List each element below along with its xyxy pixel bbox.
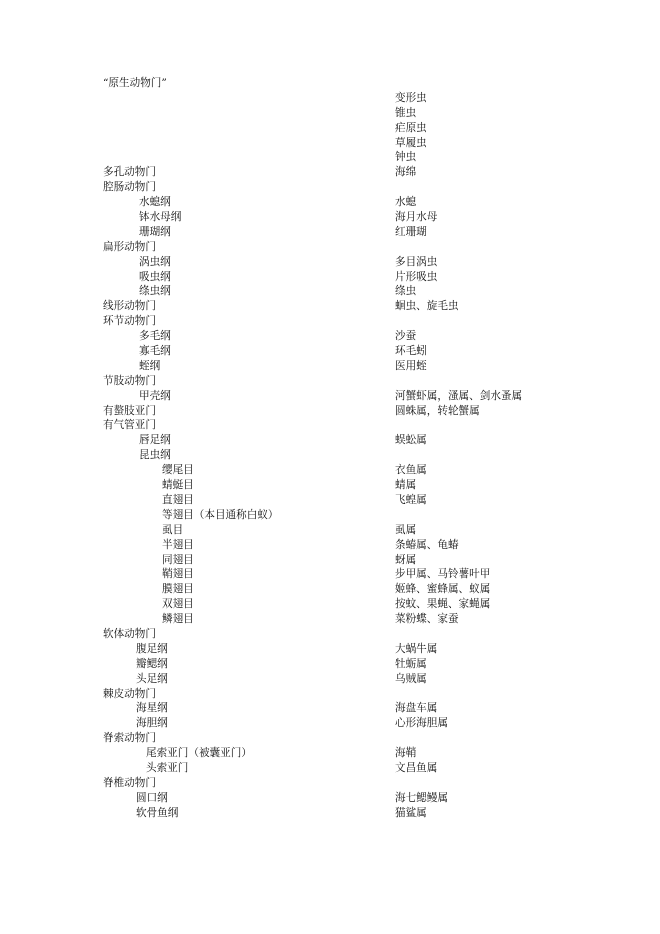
taxon-name: 瓣鳃纲	[136, 657, 168, 670]
taxonomy-row	[0, 374, 660, 389]
taxon-name: “原生动物门”	[103, 77, 167, 89]
taxon-name: 海胆纲	[136, 717, 168, 730]
taxonomy-row	[0, 523, 660, 538]
taxonomy-row	[0, 314, 660, 329]
taxonomy-row	[0, 478, 660, 493]
taxon-name: 涡虫纲	[139, 255, 171, 268]
taxonomy-row	[0, 433, 660, 448]
example-species: 水螅	[395, 196, 417, 209]
example-species: 牡蛎属	[395, 657, 427, 670]
taxonomy-row	[0, 687, 660, 702]
taxon-name: 半翅目	[162, 538, 194, 551]
taxonomy-row	[0, 359, 660, 374]
taxon-name: 海星纲	[136, 702, 168, 715]
taxon-name: 腔肠动物门	[103, 181, 156, 194]
example-species: 大蜗牛属	[395, 642, 438, 655]
example-species: 飞蝗属	[395, 493, 427, 506]
taxonomy-row	[0, 255, 660, 270]
taxonomy-row	[0, 567, 660, 582]
example-species: 衣鱼属	[395, 464, 427, 477]
example-species: 条蝽属、龟蝽	[395, 538, 459, 551]
taxonomy-row	[0, 165, 660, 180]
taxonomy-row	[0, 150, 660, 165]
taxonomy-row	[0, 657, 660, 672]
example-species: 蜈蚣属	[395, 434, 427, 447]
taxonomy-row	[0, 329, 660, 344]
taxonomy-row	[0, 299, 660, 314]
taxonomy-row	[0, 761, 660, 776]
taxonomy-row	[0, 672, 660, 687]
example-species: 猫鲨属	[395, 806, 427, 819]
taxonomy-row	[0, 448, 660, 463]
taxonomy-row	[0, 538, 660, 553]
taxon-name: 鞘翅目	[162, 568, 194, 581]
taxonomy-row	[0, 776, 660, 791]
taxon-name: 环节动物门	[103, 315, 156, 328]
taxonomy-row	[0, 553, 660, 568]
example-species: 乌贼属	[395, 672, 427, 685]
taxon-name: 棘皮动物门	[103, 687, 156, 700]
taxon-name: 绦虫纲	[139, 285, 171, 298]
taxonomy-row	[0, 344, 660, 359]
example-species: 蚜属	[395, 553, 417, 566]
example-species: 按蚊、果蝇、家蝇属	[395, 598, 491, 611]
example-species: 海鞘	[395, 747, 417, 760]
taxonomy-row	[0, 270, 660, 285]
example-species: 蜻属	[395, 479, 417, 492]
taxon-name: 等翅目（本目通称白蚁）	[162, 508, 279, 521]
taxon-name: 多孔动物门	[103, 166, 156, 179]
example-species: 河蟹虾属，溞属、剑水蚤属	[395, 389, 523, 402]
taxon-name: 尾索亚门（被囊亚门）	[146, 747, 252, 760]
taxonomy-row	[0, 389, 660, 404]
taxon-name: 圆口纲	[136, 791, 168, 804]
taxon-name: 有螯肢亚门	[103, 404, 156, 417]
taxonomy-row	[0, 404, 660, 419]
taxonomy-row	[0, 806, 660, 821]
taxon-name: 线形动物门	[103, 300, 156, 313]
example-species: 疟原虫	[395, 121, 427, 134]
taxonomy-row	[0, 642, 660, 657]
taxon-name: 膜翅目	[162, 583, 194, 596]
taxon-name: 蜻蜓目	[162, 479, 194, 492]
example-species: 姬蜂、蜜蜂属、蚁属	[395, 583, 491, 596]
taxon-name: 扁形动物门	[103, 240, 156, 253]
example-species: 海盘车属	[395, 702, 438, 715]
example-species: 菜粉蝶、家蚕	[395, 613, 459, 626]
taxonomy-row	[0, 76, 660, 91]
taxonomy-row	[0, 106, 660, 121]
taxon-name: 软体动物门	[103, 627, 156, 640]
taxon-name: 腹足纲	[136, 642, 168, 655]
example-species: 环毛蚓	[395, 345, 427, 358]
taxonomy-row	[0, 136, 660, 151]
example-species: 步甲属、马铃薯叶甲	[395, 568, 491, 581]
taxon-name: 头索亚门	[146, 761, 189, 774]
taxon-name: 脊椎动物门	[103, 776, 156, 789]
taxon-name: 多毛纲	[139, 330, 171, 343]
taxonomy-row	[0, 597, 660, 612]
taxon-name: 唇足纲	[139, 434, 171, 447]
taxonomy-row	[0, 701, 660, 716]
taxonomy-row	[0, 180, 660, 195]
taxonomy-document	[0, 76, 660, 821]
taxon-name: 虱目	[162, 523, 184, 536]
example-species: 钟虫	[395, 151, 417, 164]
taxonomy-row	[0, 225, 660, 240]
taxon-name: 头足纲	[136, 672, 168, 685]
example-species: 海绵	[395, 166, 417, 179]
taxon-name: 脊索动物门	[103, 732, 156, 745]
example-species: 绦虫	[395, 285, 417, 298]
example-species: 医用蛭	[395, 359, 427, 372]
example-species: 心形海胆属	[395, 717, 448, 730]
taxonomy-row	[0, 463, 660, 478]
taxonomy-row	[0, 612, 660, 627]
taxon-name: 寡毛纲	[139, 345, 171, 358]
taxon-name: 有气管亚门	[103, 419, 156, 432]
taxonomy-row	[0, 627, 660, 642]
taxonomy-row	[0, 731, 660, 746]
taxonomy-row	[0, 284, 660, 299]
example-species: 海七鳃鳗属	[395, 791, 448, 804]
taxon-name: 同翅目	[162, 553, 194, 566]
example-species: 锥虫	[395, 106, 417, 119]
example-species: 片形吸虫	[395, 270, 438, 283]
taxon-name: 珊瑚纲	[139, 225, 171, 238]
taxonomy-row	[0, 716, 660, 731]
taxonomy-row	[0, 746, 660, 761]
taxon-name: 双翅目	[162, 598, 194, 611]
taxon-name: 吸虫纲	[139, 270, 171, 283]
example-species: 红珊瑚	[395, 225, 427, 238]
taxonomy-row	[0, 210, 660, 225]
example-species: 文昌鱼属	[395, 761, 438, 774]
taxon-name: 缨尾目	[162, 464, 194, 477]
taxon-name: 甲壳纲	[139, 389, 171, 402]
example-species: 海月水母	[395, 211, 438, 224]
taxonomy-row	[0, 91, 660, 106]
taxonomy-row	[0, 240, 660, 255]
taxon-name: 软骨鱼纲	[136, 806, 179, 819]
taxonomy-row	[0, 195, 660, 210]
taxon-name: 鳞翅目	[162, 613, 194, 626]
taxonomy-row	[0, 121, 660, 136]
taxonomy-row	[0, 508, 660, 523]
example-species: 虱属	[395, 523, 417, 536]
taxon-name: 节肢动物门	[103, 374, 156, 387]
taxon-name: 蛭纲	[139, 359, 161, 372]
taxonomy-row	[0, 582, 660, 597]
example-species: 圆蛛属，转轮蟹属	[395, 404, 480, 417]
example-species: 蛔虫、旋毛虫	[395, 300, 459, 313]
taxon-name: 水螅纲	[139, 196, 171, 209]
taxon-name: 钵水母纲	[139, 211, 182, 224]
taxonomy-row	[0, 418, 660, 433]
example-species: 沙蚕	[395, 330, 417, 343]
taxonomy-row	[0, 791, 660, 806]
example-species: 多目涡虫	[395, 255, 438, 268]
example-species: 变形虫	[395, 91, 427, 104]
taxon-name: 直翅目	[162, 493, 194, 506]
taxonomy-row	[0, 493, 660, 508]
taxon-name: 昆虫纲	[139, 449, 171, 462]
example-species: 草履虫	[395, 136, 427, 149]
